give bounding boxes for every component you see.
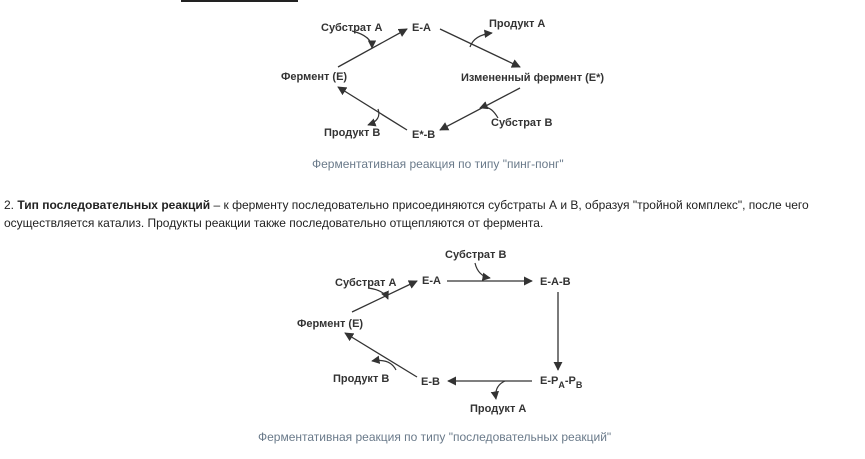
d1-caption: Ферментативная реакция по типу "пинг-понг" [312,157,564,171]
d1-enzyme-label: Фермент (Е) [281,71,348,83]
d2-e-b-label: E-B [421,376,440,388]
arrow-substrate-a-in-2 [368,288,388,299]
d1-product-b-label: Продукт В [324,127,381,139]
arrow-eb-to-enzyme [345,333,417,377]
ping-pong-diagram [281,18,604,141]
d1-modified-enzyme-label: Измененный фермент (E*) [461,72,605,84]
d2-product-a-label: Продукт А [470,403,527,415]
sequential-diagram [297,249,583,415]
d2-enzyme-label: Фермент (Е) [297,318,364,330]
d1-e-a-label: E-A [412,22,431,34]
d2-substrate-b-label: Субстрат В [445,249,507,261]
arrow-ea-to-modified [440,29,520,67]
d1-substrate-b-label: Субстрат В [491,117,553,129]
d2-caption: Ферментативная реакция по типу "последовательных реакций" [258,430,612,444]
d2-substrate-a-label: Субстрат А [335,277,397,289]
d1-product-a-label: Продукт А [489,18,546,30]
arrow-product-a-out-2 [496,381,505,399]
d2-e-a-b-label: E-A-B [540,276,571,288]
d2-e-pa-pb-label: $E-P_A-P_B$ [540,375,583,390]
paragraph-number: 2. [4,198,15,212]
d1-e-star-b-label: E*-B [412,129,436,141]
d2-e-a-label: E-A [422,275,441,287]
d1-substrate-a-label: Субстрат А [321,22,383,34]
paragraph-term: Тип последовательных реакций [17,198,211,212]
arrow-substrate-b-in-2 [475,263,490,278]
paragraph-text: – к ферменту последовательно присоединяются субстраты А и В, образуя "тройной комплекс", после чего осуществляется катализ. Продукты реакции также последовательно отщепляются от фермента. [4,198,809,230]
paragraph-sequential-type [4,196,854,232]
d2-product-b-label: Продукт В [333,373,390,385]
